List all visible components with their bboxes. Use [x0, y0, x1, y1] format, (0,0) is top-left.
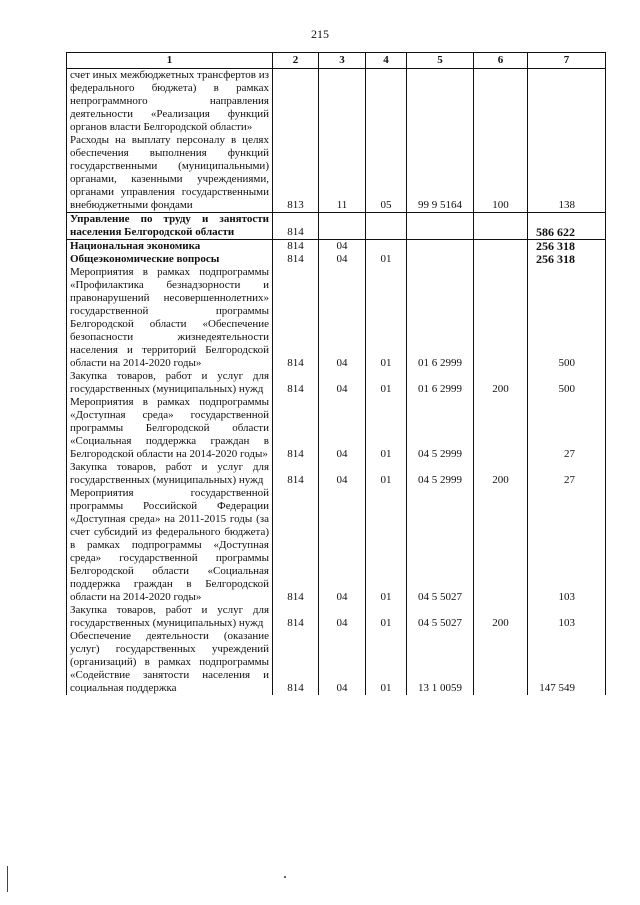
cell-ministry: 814 [273, 487, 319, 604]
cell-section: 04 [319, 630, 366, 695]
cell-target-article [407, 69, 474, 135]
cell-ministry [273, 69, 319, 135]
cell-subsection: 01 [366, 396, 407, 461]
header-col-3: 3 [319, 53, 366, 69]
table-row [67, 240, 606, 254]
header-col-6: 6 [474, 53, 528, 69]
cell-expense-type: 100 [474, 134, 528, 213]
table-row [67, 396, 606, 461]
cell-subsection: 01 [366, 370, 407, 396]
table-row [67, 213, 606, 240]
cell-ministry: 814 [273, 213, 319, 240]
cell-ministry: 813 [273, 134, 319, 213]
cell-amount: 256 318 [528, 240, 606, 254]
budget-table [66, 52, 606, 695]
cell-amount: 256 318 [528, 253, 606, 266]
cell-expense-type [474, 266, 528, 370]
table-row [67, 487, 606, 604]
cell-subsection: 01 [366, 487, 407, 604]
row-description: Общеэкономические вопросы [67, 253, 273, 266]
row-description: Обеспечение деятельности (оказание услуг) государственных учреждений (организаций) в рамках подпрограммы «Содействие занятости населения и социальная поддержка [67, 630, 273, 695]
scan-dot-mark [284, 876, 286, 878]
cell-amount [528, 69, 606, 135]
cell-amount: 500 [528, 370, 606, 396]
table-row [67, 266, 606, 370]
cell-section: 04 [319, 266, 366, 370]
cell-target-article: 04 5 2999 [407, 396, 474, 461]
cell-subsection [366, 240, 407, 254]
cell-amount: 103 [528, 604, 606, 630]
cell-target-article: 04 5 2999 [407, 461, 474, 487]
table-row [67, 604, 606, 630]
cell-section [319, 213, 366, 240]
cell-subsection: 01 [366, 266, 407, 370]
table-row [67, 461, 606, 487]
cell-subsection [366, 69, 407, 135]
cell-amount: 27 [528, 396, 606, 461]
cell-subsection: 01 [366, 604, 407, 630]
cell-expense-type [474, 213, 528, 240]
table-row [67, 134, 606, 213]
cell-subsection [366, 213, 407, 240]
header-col-2: 2 [273, 53, 319, 69]
cell-section: 04 [319, 253, 366, 266]
cell-section: 04 [319, 604, 366, 630]
cell-ministry: 814 [273, 630, 319, 695]
cell-section: 04 [319, 370, 366, 396]
row-description: Национальная экономика [67, 240, 273, 254]
cell-target-article: 04 5 5027 [407, 487, 474, 604]
cell-subsection: 01 [366, 253, 407, 266]
cell-subsection: 05 [366, 134, 407, 213]
cell-expense-type [474, 240, 528, 254]
table-row [67, 253, 606, 266]
table-row [67, 370, 606, 396]
row-description: счет иных межбюджетных трансфертов из федерального бюджета) в рамках непрограммного направления деятельности «Реализация функций органов власти Белгородской области» [67, 69, 273, 135]
table-row [67, 69, 606, 135]
table-row [67, 630, 606, 695]
cell-section [319, 69, 366, 135]
row-description: Мероприятия в рамках подпрограммы «Профилактика безнадзорности и правонарушений несовершеннолетних» государственной программы Белгородской области «Обеспечение безопасности жизнедеятельности населения и территорий Белгородской области на 2014-2020 годы» [67, 266, 273, 370]
cell-target-article: 01 6 2999 [407, 370, 474, 396]
cell-amount: 147 549 [528, 630, 606, 695]
cell-expense-type [474, 630, 528, 695]
cell-target-article: 04 5 5027 [407, 604, 474, 630]
cell-amount: 138 [528, 134, 606, 213]
page-number: 215 [311, 27, 329, 41]
cell-ministry: 814 [273, 266, 319, 370]
cell-ministry: 814 [273, 604, 319, 630]
row-description: Закупка товаров, работ и услуг для государственных (муниципальных) нужд [67, 370, 273, 396]
cell-ministry: 814 [273, 370, 319, 396]
cell-section: 04 [319, 396, 366, 461]
header-col-4: 4 [366, 53, 407, 69]
header-col-7: 7 [528, 53, 606, 69]
row-description: Закупка товаров, работ и услуг для государственных (муниципальных) нужд [67, 461, 273, 487]
cell-amount: 500 [528, 266, 606, 370]
cell-ministry: 814 [273, 461, 319, 487]
row-description: Мероприятия государственной программы Российской Федерации «Доступная среда» на 2011-2015 годы (за счет субсидий из федерального бюджета) в рамках подпрограммы «Доступная среда» государственной программы Белгородской области «Социальная поддержка граждан в Белгородской области на 2014-2020 годы» [67, 487, 273, 604]
row-description: Управление по труду и занятости населения Белгородской области [67, 213, 273, 240]
cell-subsection: 01 [366, 461, 407, 487]
scan-edge-mark [7, 866, 8, 892]
cell-target-article [407, 213, 474, 240]
cell-expense-type [474, 253, 528, 266]
table-header-row [67, 53, 606, 69]
cell-expense-type [474, 69, 528, 135]
cell-expense-type [474, 487, 528, 604]
row-description: Мероприятия в рамках подпрограммы «Доступная среда» государственной программы Белгородской области «Социальная поддержка граждан в Белгородской области на 2014-2020 годы» [67, 396, 273, 461]
cell-target-article: 13 1 0059 [407, 630, 474, 695]
cell-expense-type: 200 [474, 370, 528, 396]
cell-expense-type [474, 396, 528, 461]
cell-section: 11 [319, 134, 366, 213]
cell-amount: 586 622 [528, 213, 606, 240]
row-description: Расходы на выплату персоналу в целях обеспечения выполнения функций государственными (муниципальными) органами, казенными учреждениями, органами управления государственными внебюджетными фондами [67, 134, 273, 213]
cell-target-article: 01 6 2999 [407, 266, 474, 370]
cell-target-article: 99 9 5164 [407, 134, 474, 213]
header-col-5: 5 [407, 53, 474, 69]
cell-ministry: 814 [273, 240, 319, 254]
cell-expense-type: 200 [474, 604, 528, 630]
cell-target-article [407, 253, 474, 266]
header-col-1: 1 [67, 53, 273, 69]
cell-ministry: 814 [273, 253, 319, 266]
cell-section: 04 [319, 461, 366, 487]
cell-target-article [407, 240, 474, 254]
cell-expense-type: 200 [474, 461, 528, 487]
row-description: Закупка товаров, работ и услуг для государственных (муниципальных) нужд [67, 604, 273, 630]
cell-ministry: 814 [273, 396, 319, 461]
cell-section: 04 [319, 487, 366, 604]
cell-subsection: 01 [366, 630, 407, 695]
cell-section: 04 [319, 240, 366, 254]
cell-amount: 27 [528, 461, 606, 487]
cell-amount: 103 [528, 487, 606, 604]
